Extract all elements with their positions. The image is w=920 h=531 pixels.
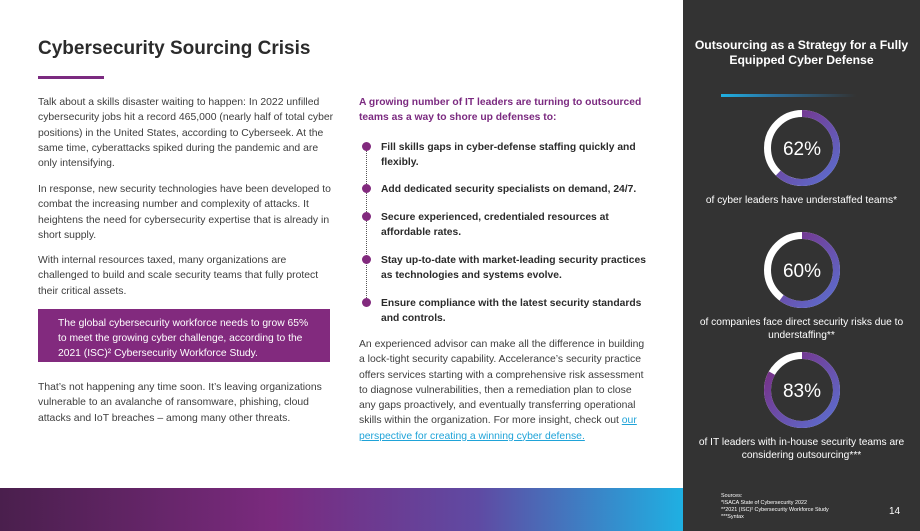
bottom-gradient-bar [0, 488, 683, 531]
stat-value: 62% [782, 139, 822, 160]
stat-donut-0 [761, 107, 843, 189]
bullet-connector-line [366, 146, 368, 304]
title-underline [38, 76, 104, 79]
stat-label: of cyber leaders have understaffed teams* [705, 195, 898, 206]
closing-paragraph: That’s not happening any time soon. It’s leaving organizations vulnerable to an avalanche of ransomware, phishing, cloud attacks and IoT breaches – among many other threats. [38, 382, 322, 424]
intro-paragraph: Talk about a skills disaster waiting to happen: In 2022 unfilled cybersecurity jobs hit a record 465,000 (nearly half of total cyber positions) in the United States, according to Cyberseek. At the same time, cyberattacks spiked during the pandemic and are only intensifying. [38, 97, 334, 170]
advisor-text: An experienced advisor can make all the difference in building a lock-tight security capability. Accelerance’s security practice offers services starting with a comprehensive risk assessment to diagnose vulnerabilities, then a remediation plan to close any gaps proactively, and eventually transferring operational skills within the organization. For more insight, check out [359, 339, 645, 427]
bullet-text: Fill skills gaps in cyber-defense staffing quickly and flexibly. [381, 142, 636, 169]
source-line: *ISACA State of Cybersecurity 2022 [721, 500, 807, 506]
stat-donut-1 [761, 229, 843, 311]
stats-sidebar [683, 0, 920, 531]
stat-value: 60% [782, 261, 822, 282]
bullet-text: Secure experienced, credentialed resources at affordable rates. [381, 212, 609, 239]
bullet-text: Stay up-to-date with market-leading security practices as technologies and systems evolve. [381, 255, 646, 282]
advisor-paragraph [359, 337, 649, 444]
stat-donut-2 [761, 349, 843, 431]
bullet-dot [362, 184, 371, 193]
perspective-link[interactable]: our perspective for creating a winning cyber defense. [359, 415, 637, 442]
bullet-dot [362, 298, 371, 307]
sidebar-title-text: Outsourcing as a Strategy for a Fully Equipped Cyber Defense [694, 38, 909, 67]
bullet-dot [362, 142, 371, 151]
source-line: ***Syntax [721, 514, 744, 520]
stat-value: 83% [782, 381, 822, 402]
sources-heading: Sources: [721, 493, 743, 499]
workforce-callout [38, 309, 330, 362]
source-line: **2021 (ISC)² Cybersecurity Workforce Study [721, 507, 829, 513]
resources-paragraph: With internal resources taxed, many organizations are challenged to build and scale security teams that fully protect their critical assets. [38, 255, 319, 297]
sidebar-title-underline [721, 94, 856, 97]
sidebar-title [683, 38, 920, 67]
stat-label: of companies face direct security risks due to understaffing** [699, 317, 904, 341]
bullets-heading: A growing number of IT leaders are turning to outsourced teams as a way to shore up defenses to: [359, 97, 642, 124]
page-number: 14 [889, 506, 901, 517]
bullet-text: Ensure compliance with the latest security standards and controls. [381, 298, 642, 325]
bullet-text: Add dedicated security specialists on demand, 24/7. [381, 184, 637, 195]
bullet-dot [362, 255, 371, 264]
response-paragraph: In response, new security technologies have been developed to combat the increasing number and complexity of attacks. It heightens the need for cybersecurity expertise that is already in short supply. [38, 184, 331, 241]
bullet-dot [362, 212, 371, 221]
callout-text: The global cybersecurity workforce needs to grow 65% to meet the growing cyber challenge, according to the 2021 (ISC)² Cybersecurity Workforce Study. [58, 318, 309, 359]
stat-label: of IT leaders with in-house security teams are considering outsourcing*** [698, 437, 905, 461]
sources-note [721, 493, 829, 521]
page-title: Cybersecurity Sourcing Crisis [38, 38, 311, 59]
